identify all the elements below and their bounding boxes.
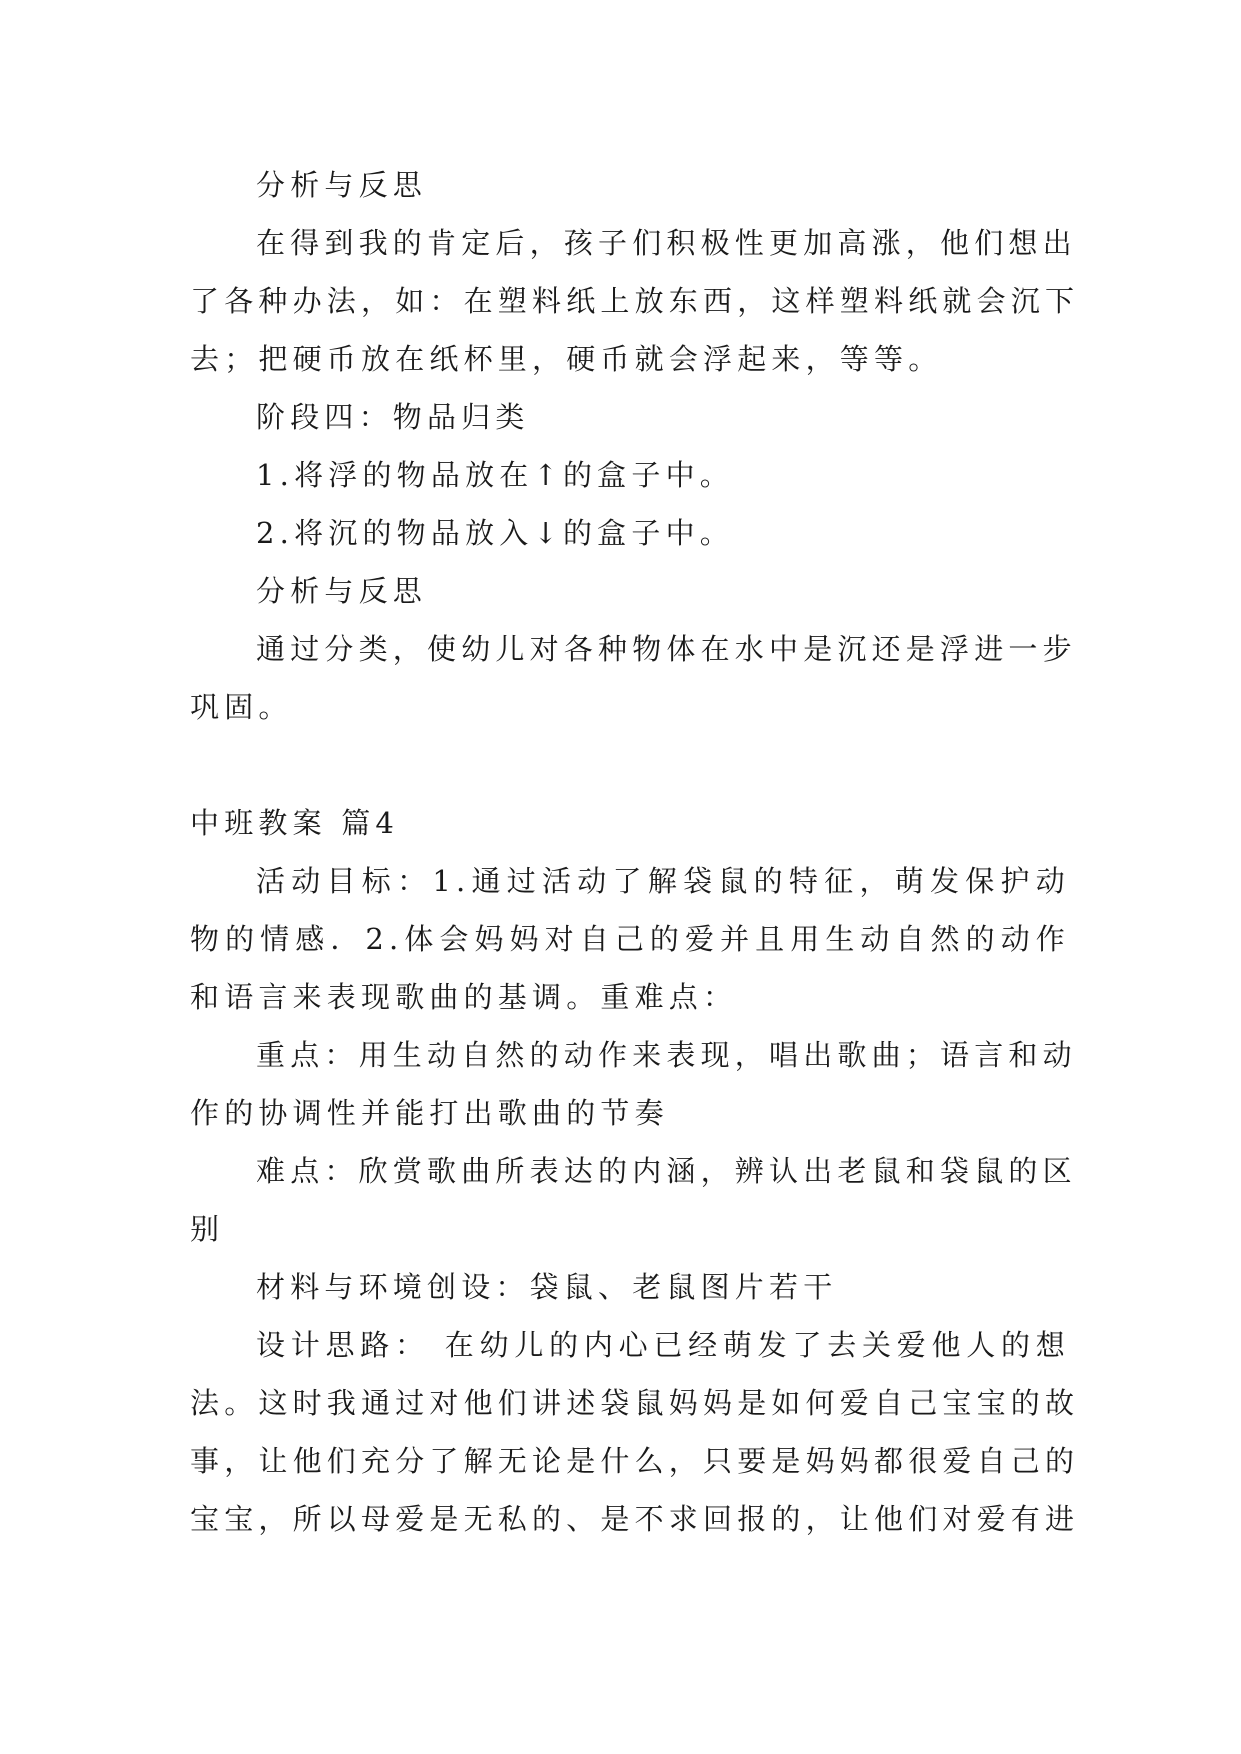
paragraph-line: 事，让他们充分了解无论是什么，只要是妈妈都很爱自己的 xyxy=(190,1444,1080,1478)
paragraph-line: 活动目标：1.通过活动了解袋鼠的特征，萌发保护动 xyxy=(256,864,1070,898)
paragraph-line: 法。这时我通过对他们讲述袋鼠妈妈是如何爱自己宝宝的故 xyxy=(190,1386,1080,1420)
paragraph-line: 在得到我的肯定后，孩子们积极性更加高涨，他们想出 xyxy=(256,226,1077,260)
paragraph-line: 作的协调性并能打出歌曲的节奏 xyxy=(190,1096,669,1130)
heading-analysis-reflection: 分析与反思 xyxy=(256,574,428,608)
paragraph-line: 了各种办法，如：在塑料纸上放东西，这样塑料纸就会沉下 xyxy=(190,284,1080,318)
heading-analysis-reflection: 分析与反思 xyxy=(256,168,428,202)
paragraph-line: 重点：用生动自然的动作来表现，唱出歌曲；语言和动 xyxy=(256,1038,1077,1072)
list-item: 1.将浮的物品放在↑的盒子中。 xyxy=(256,458,734,492)
paragraph-line: 别 xyxy=(190,1212,225,1246)
paragraph-line: 设计思路： 在幼儿的内心已经萌发了去关爱他人的想 xyxy=(256,1328,1070,1362)
paragraph-line: 物的情感．2.体会妈妈对自己的爱并且用生动自然的动作 xyxy=(190,922,1070,956)
document-section-title: 中班教案 篇4 xyxy=(190,806,400,840)
section-heading-stage-four: 阶段四：物品归类 xyxy=(256,400,530,434)
paragraph-line: 巩固。 xyxy=(190,690,293,724)
paragraph-line: 去；把硬币放在纸杯里，硬币就会浮起来，等等。 xyxy=(190,342,943,376)
paragraph-line: 难点：欣赏歌曲所表达的内涵，辨认出老鼠和袋鼠的区 xyxy=(256,1154,1077,1188)
paragraph-line: 宝宝，所以母爱是无私的、是不求回报的，让他们对爱有进 xyxy=(190,1502,1080,1536)
list-item: 2.将沉的物品放入↓的盒子中。 xyxy=(256,516,734,550)
paragraph-line: 通过分类，使幼儿对各种物体在水中是沉还是浮进一步 xyxy=(256,632,1077,666)
paragraph-line: 材料与环境创设：袋鼠、老鼠图片若干 xyxy=(256,1270,838,1304)
paragraph-line: 和语言来表现歌曲的基调。重难点： xyxy=(190,980,738,1014)
